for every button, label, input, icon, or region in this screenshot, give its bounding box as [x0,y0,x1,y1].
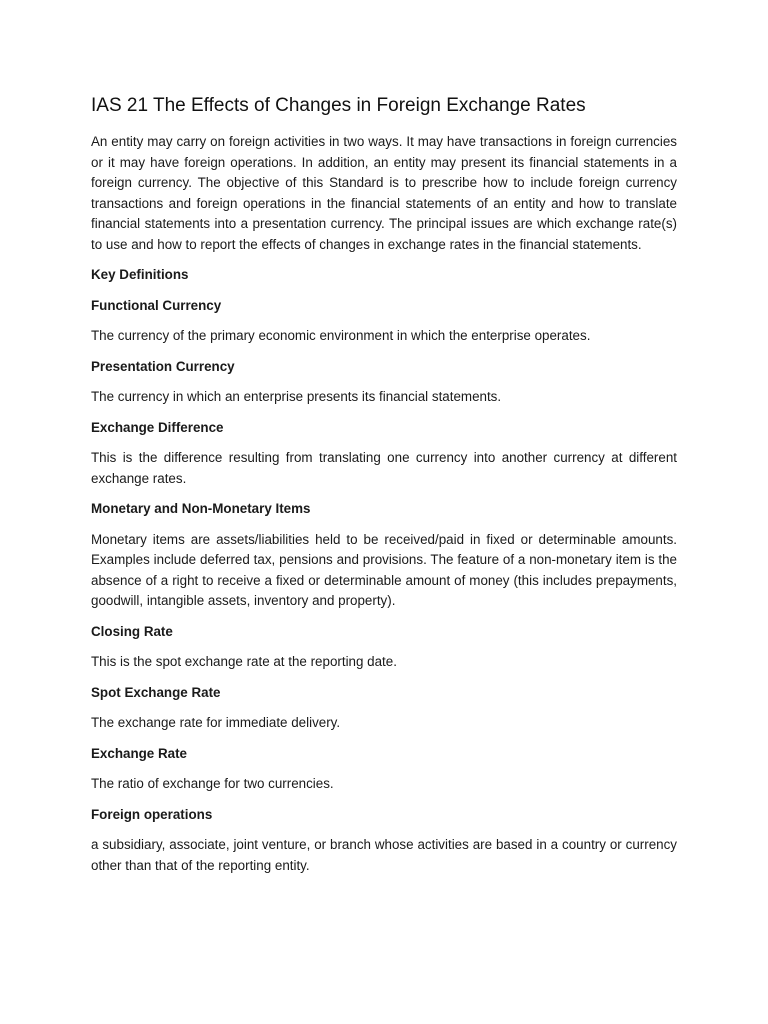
intro-paragraph: An entity may carry on foreign activities in two ways. It may have transactions in foreign currencies or it may have foreign operations. In addition, an entity may present its financial statements in a foreign currency. The objective of this Standard is to prescribe how to include foreign currency transactions and foreign operations in the financial statements of an entity and how to translate financial statements into a presentation currency. The principal issues are which exchange rate(s) to use and how to report the effects of changes in exchange rates in the financial statements. [91,134,677,252]
definition-foreign-operations [91,805,677,877]
definition-term: Spot Exchange Rate [91,684,221,700]
definition-term: Functional Currency [91,297,222,313]
definition-term: Foreign operations [91,806,213,822]
definition-term: Exchange Difference [91,419,224,435]
definition-presentation-currency [91,357,677,408]
definition-term: Presentation Currency [91,358,235,374]
definition-text: The currency of the primary economic environment in which the enterprise operates. [91,328,591,343]
definition-text: This is the difference resulting from translating one currency into another currency at different exchange rates. [91,450,677,486]
definition-monetary-items [91,499,677,612]
document-body [91,92,677,886]
definition-text: The ratio of exchange for two currencies. [91,776,334,791]
key-definitions-heading: Key Definitions [91,267,189,282]
definition-text: a subsidiary, associate, joint venture, or branch whose activities are based in a country or currency other than that of the reporting entity. [91,837,677,873]
definition-text: This is the spot exchange rate at the reporting date. [91,654,397,669]
definition-text: The exchange rate for immediate delivery. [91,715,341,730]
definition-exchange-rate [91,744,677,795]
document-title: IAS 21 The Effects of Changes in Foreign Exchange Rates [91,95,586,116]
definition-term: Closing Rate [91,623,173,639]
definition-functional-currency [91,296,677,347]
definition-exchange-difference [91,418,677,490]
definition-text: Monetary items are assets/liabilities held to be received/paid in fixed or determinable amounts. Examples include deferred tax, pensions and provisions. The feature of a non-monetary item is the absence of a right to receive a fixed or determinable amount of money (this includes prepayments, goodwill, intangible assets, inventory and property). [91,531,677,608]
definition-term: Exchange Rate [91,745,188,761]
definition-text: The currency in which an enterprise presents its financial statements. [91,389,502,404]
definition-spot-exchange-rate [91,683,677,734]
definition-term: Monetary and Non-Monetary Items [91,501,311,516]
definition-closing-rate [91,622,677,673]
